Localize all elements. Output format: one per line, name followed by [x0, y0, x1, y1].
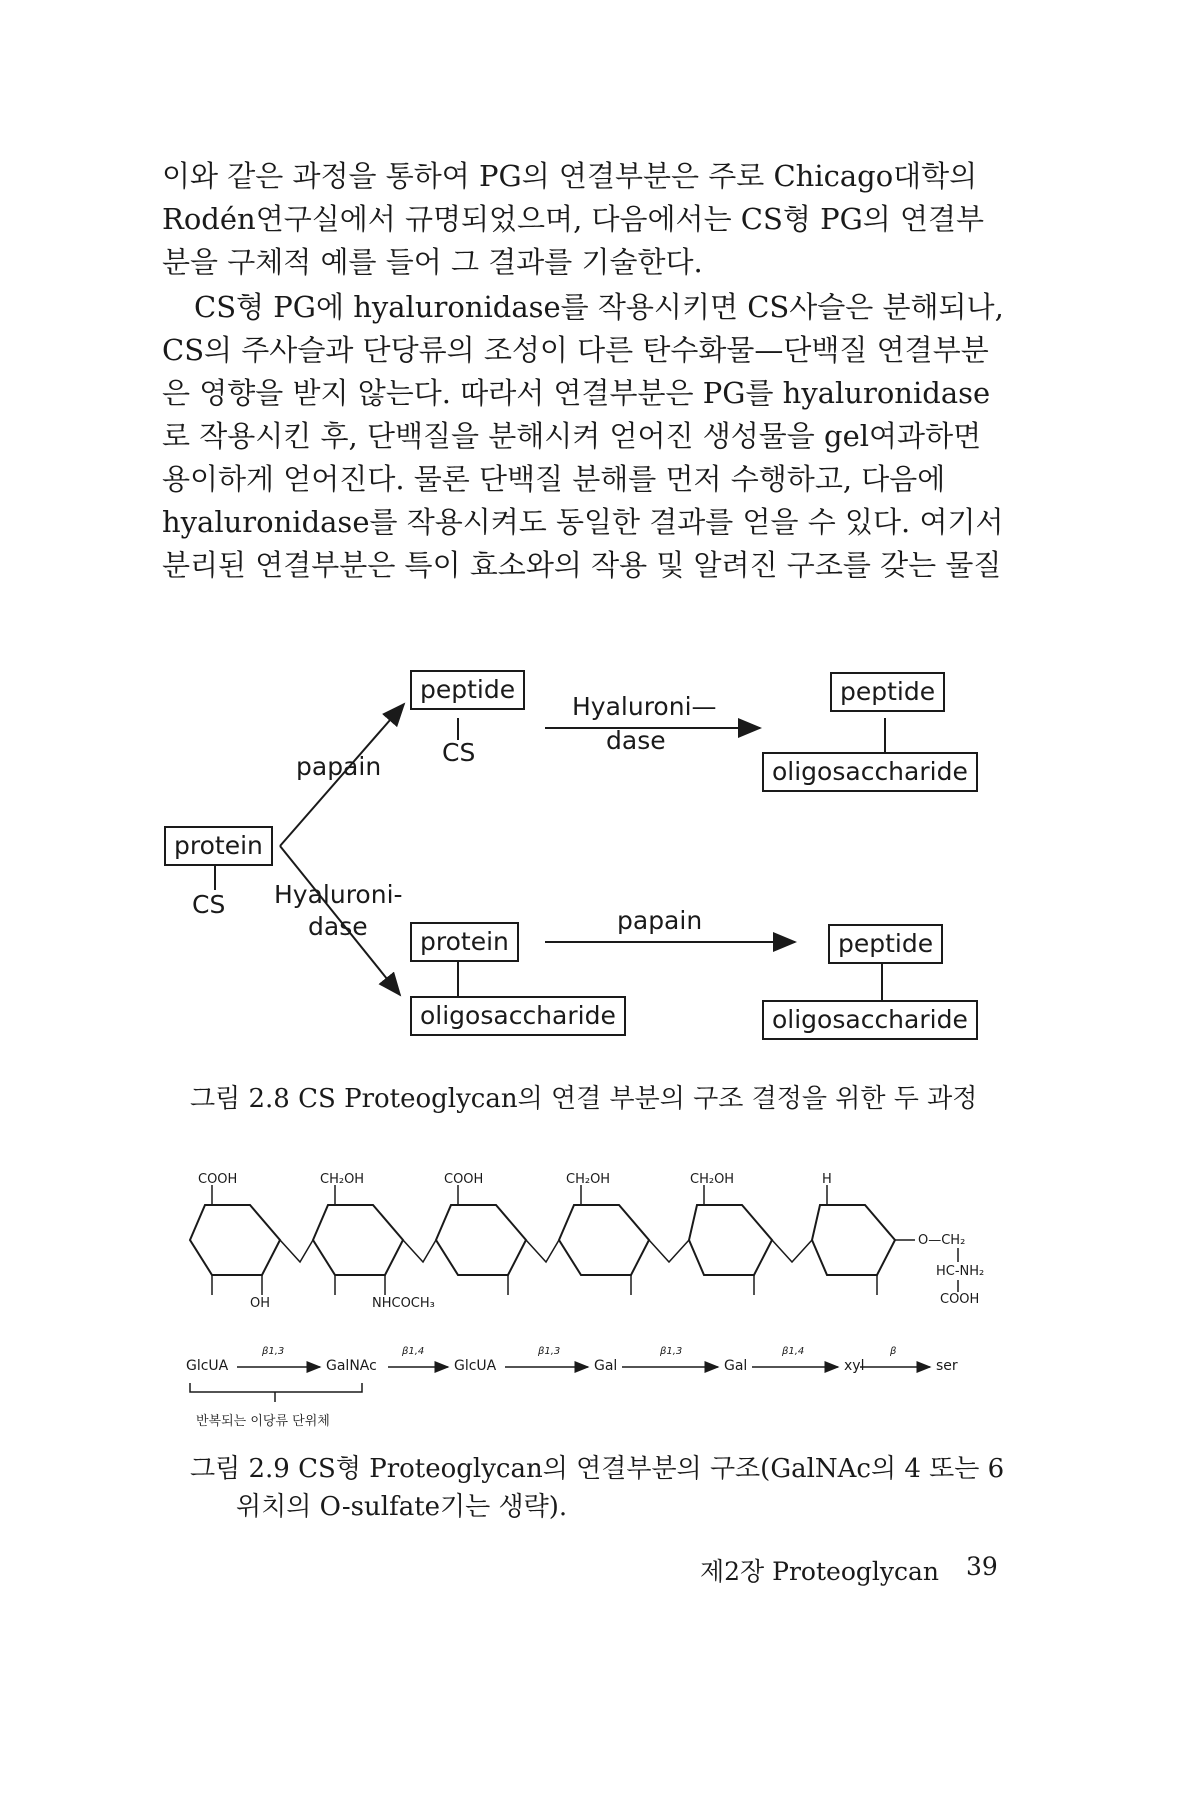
text-line: Rodén연구실에서 규명되었으며, 다음에서는 CS형 PG의 연결부: [162, 202, 985, 236]
label-o-ch2: O—CH₂: [918, 1233, 966, 1248]
text-line: 분을 구체적 예를 들어 그 결과를 기술한다.: [162, 245, 703, 279]
box-oligosaccharide-lower: oligosaccharide: [410, 996, 626, 1036]
box-oligosaccharide-upper-product: oligosaccharide: [762, 752, 978, 792]
box-peptide-upper: peptide: [410, 670, 525, 710]
box-protein-start: protein: [164, 826, 273, 866]
linkage-1: β1,3: [262, 1346, 285, 1357]
box-protein-lower: protein: [410, 922, 519, 962]
text-line: CS의 주사슬과 단당류의 조성이 다른 탄수화물—단백질 연결부분: [162, 333, 989, 367]
label-hyaluronidase-lower-1: Hyaluroni-: [274, 880, 403, 909]
seq-gal-1: Gal: [594, 1358, 618, 1374]
label-ch2oh-5: CH₂OH: [690, 1172, 735, 1187]
label-hyaluronidase-upper-2: dase: [606, 726, 666, 755]
label-ch2oh-4: CH₂OH: [566, 1172, 611, 1187]
linkage-3: β1,3: [538, 1346, 561, 1357]
box-peptide-lower-product: peptide: [828, 924, 943, 964]
linkage-2: β1,4: [402, 1346, 425, 1357]
label-h-6: H: [822, 1172, 832, 1187]
label-ch2oh-2: CH₂OH: [320, 1172, 365, 1187]
linkage-4: β1,3: [660, 1346, 683, 1357]
label-cooh-ser: COOH: [940, 1292, 980, 1307]
figure-2-9-caption-line-1: 그림 2.9 CS형 Proteoglycan의 연결부분의 구조(GalNAc의 4 또는 6: [190, 1454, 1005, 1484]
linkage-5: β1,4: [782, 1346, 805, 1357]
box-oligosaccharide-lower-product: oligosaccharide: [762, 1000, 978, 1040]
linkage-6: β: [890, 1346, 897, 1357]
seq-ser: ser: [936, 1358, 958, 1374]
seq-glcua-1: GlcUA: [186, 1358, 229, 1374]
label-hyaluronidase-lower-2: dase: [308, 912, 368, 941]
label-hyaluronidase-upper-1: Hyaluroni—: [572, 692, 717, 721]
label-cooh-3: COOH: [444, 1172, 484, 1187]
label-papain-lower: papain: [617, 906, 703, 935]
seq-xyl: xyl: [844, 1358, 865, 1374]
figure-2-9-caption-line-2: 위치의 O-sulfate기는 생략).: [236, 1492, 568, 1522]
label-cooh-1: COOH: [198, 1172, 238, 1187]
text-line: 로 작용시킨 후, 단백질을 분해시켜 얻어진 생성물을 gel여과하면: [162, 419, 982, 453]
repeat-bracket: [190, 1383, 362, 1392]
label-papain-upper: papain: [296, 752, 382, 781]
running-footer-chapter: 제2장 Proteoglycan: [700, 1557, 939, 1586]
label-oh-1: OH: [250, 1296, 271, 1311]
text-line: 용이하게 얻어진다. 물론 단백질 분해를 먼저 수행하고, 다음에: [162, 462, 946, 496]
seq-gal-2: Gal: [724, 1358, 748, 1374]
seq-glcua-2: GlcUA: [454, 1358, 497, 1374]
box-peptide-upper-product: peptide: [830, 672, 945, 712]
text-line: hyaluronidase를 작용시켜도 동일한 결과를 얻을 수 있다. 여기서: [162, 505, 1004, 539]
label-cs-upper: CS: [442, 738, 476, 767]
text-line: CS형 PG에 hyaluronidase를 작용시키면 CS사슬은 분해되나,: [194, 290, 1004, 324]
label-cs-start: CS: [192, 890, 226, 919]
text-line: 은 영향을 받지 않는다. 따라서 연결부분은 PG를 hyaluronidase: [162, 376, 991, 410]
text-line: 이와 같은 과정을 통하여 PG의 연결부분은 주로 Chicago대학의: [162, 159, 978, 193]
text-line: 분리된 연결부분은 특이 효소와의 작용 및 알려진 구조를 갖는 물질: [162, 548, 1002, 582]
label-nhcoch3: NHCOCH₃: [372, 1296, 435, 1311]
page-number: 39: [966, 1552, 998, 1581]
label-hc-nh2: HC-NH₂: [936, 1264, 985, 1279]
figure-2-8-caption: 그림 2.8 CS Proteoglycan의 연결 부분의 구조 결정을 위한 두 과정: [190, 1084, 978, 1114]
repeat-unit-note: 반복되는 이당류 단위체: [196, 1414, 330, 1429]
seq-galnac: GalNAc: [326, 1358, 377, 1374]
